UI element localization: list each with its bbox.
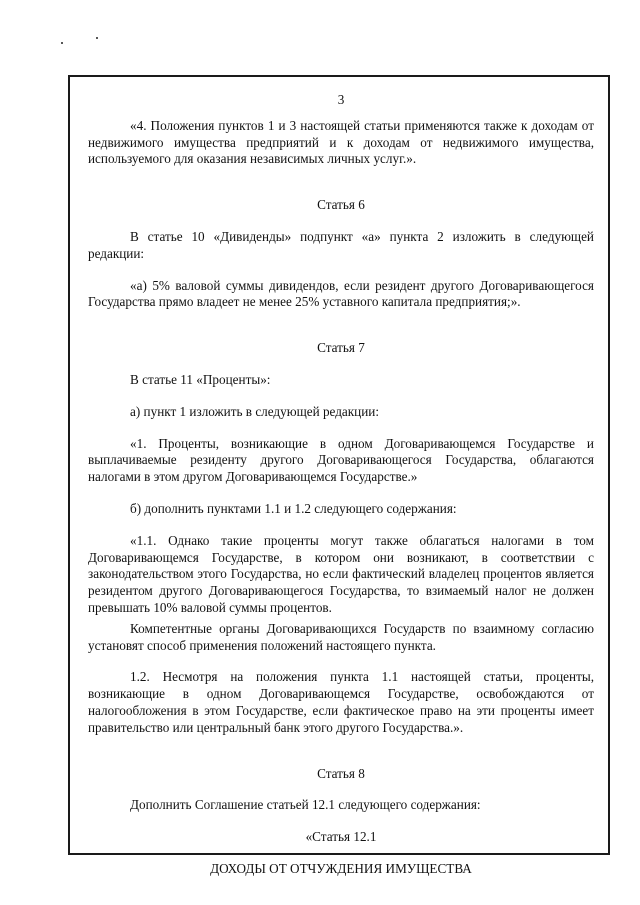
paragraph: «1. Проценты, возникающие в одном Договаривающемся Государстве и выплачиваемые резиденту другого Договаривающегося Государства, облагаются налогами в этом другом Договаривающемся Государстве.»	[88, 435, 594, 485]
page-number: 3	[337, 92, 345, 107]
paragraph: б) дополнить пунктами 1.1 и 1.2 следующего содержания:	[130, 500, 457, 516]
paragraph: «1.1. Однако такие проценты могут также облагаться налогами в том Договаривающемся Государстве, в котором они возникают, в соответствии с законодательством этого Государства, но если фактический владелец процентов является резидентом другого Договаривающегося Государства, то взимаемый налог не должен превышать 10% валовой суммы процентов.	[88, 532, 594, 615]
document-body	[88, 88, 594, 878]
paragraph: В статье 10 «Дивиденды» подпункт «а» пункта 2 изложить в следующей редакции:	[88, 228, 594, 261]
paragraph: «а) 5% валовой суммы дивидендов, если резидент другого Договаривающегося Государства прямо владеет не менее 25% уставного капитала предприятия;».	[88, 277, 594, 310]
paragraph: 1.2. Несмотря на положения пункта 1.1 настоящей статьи, проценты, возникающие в одном Договаривающемся Государстве, освобождаются от налогообложения в этом Государстве, если фактическое право на эти проценты имеет правительство или центральный банк этого другого Государства.».	[88, 669, 594, 735]
article-heading: Статья 7	[317, 340, 365, 356]
article-heading: «Статья 12.1	[305, 829, 377, 845]
article-heading: Статья 6	[317, 197, 365, 213]
paragraph: В статье 11 «Проценты»:	[130, 371, 271, 387]
section-title: ДОХОДЫ ОТ ОТЧУЖДЕНИЯ ИМУЩЕСТВА	[210, 860, 472, 876]
paragraph: «4. Положения пунктов 1 и 3 настоящей статьи применяются также к доходам от недвижимого имущества предприятий и к доходам от недвижимого имущества, используемого для оказания независимых личных услуг.».	[88, 117, 594, 167]
scan-speck	[61, 42, 63, 44]
paragraph: а) пункт 1 изложить в следующей редакции:	[130, 403, 380, 419]
paragraph: Компетентные органы Договаривающихся Государств по взаимному согласию установят способ применения положений настоящего пункта.	[88, 620, 594, 653]
article-heading: Статья 8	[317, 765, 365, 781]
paragraph: Дополнить Соглашение статьей 12.1 следующего содержания:	[130, 797, 481, 813]
scan-speck	[96, 37, 98, 39]
